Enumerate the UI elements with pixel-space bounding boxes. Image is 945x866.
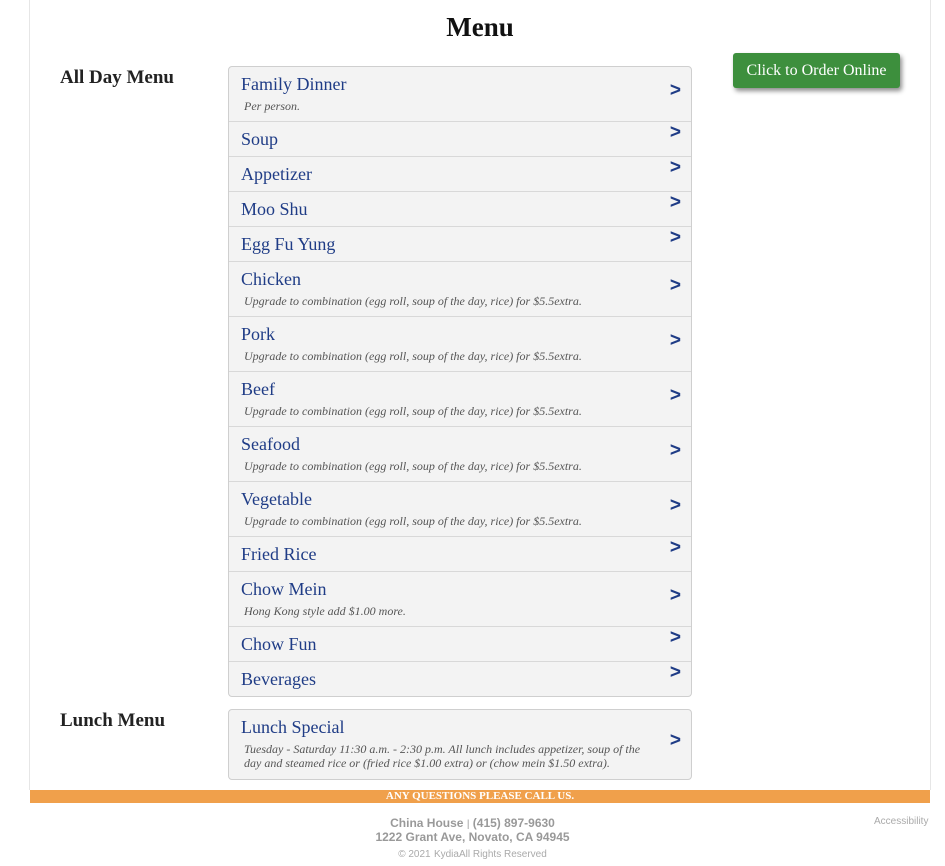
chevron-right-icon: > (669, 122, 681, 143)
menu-item-name: Chow Fun (241, 634, 317, 654)
menu-item-name: Beef (241, 379, 275, 399)
menu-item-description: Upgrade to combination (egg roll, soup of the day, rice) for $5.5extra. (244, 514, 582, 528)
menu-item-beverages[interactable] (229, 662, 691, 696)
order-online-button[interactable]: Click to Order Online (733, 53, 900, 88)
menu-item-moo-shu[interactable] (229, 192, 691, 227)
chevron-right-icon: > (669, 627, 681, 648)
menu-item-fried-rice[interactable] (229, 537, 691, 572)
phone-link[interactable]: (415) 897-9630 (472, 816, 555, 830)
menu-item-appetizer[interactable] (229, 157, 691, 192)
menu-item-seafood[interactable] (229, 427, 691, 482)
section-title-all-day: All Day Menu (60, 67, 174, 88)
page-container (29, 0, 931, 790)
menu-item-name: Moo Shu (241, 199, 308, 219)
menu-item-name: Pork (241, 324, 276, 344)
lunch-menu-list (228, 709, 692, 780)
chevron-right-icon: > (669, 440, 681, 461)
menu-item-beef[interactable] (229, 372, 691, 427)
chevron-right-icon: > (669, 662, 681, 683)
copyright-text: © 2021 (398, 849, 431, 860)
menu-item-pork[interactable] (229, 317, 691, 372)
chevron-right-icon: > (669, 330, 681, 351)
chevron-right-icon: > (669, 192, 681, 213)
menu-item-name: Fried Rice (241, 544, 317, 564)
chevron-right-icon: > (669, 730, 681, 751)
footer-address: 1222 Grant Ave, Novato, CA 94945 (375, 830, 570, 844)
menu-item-name: Lunch Special (241, 717, 345, 737)
chevron-right-icon: > (669, 495, 681, 516)
menu-item-name: Soup (241, 129, 279, 149)
chevron-right-icon: > (669, 537, 681, 558)
all-day-menu-list (228, 66, 692, 697)
menu-item-name: Seafood (241, 434, 300, 454)
chevron-right-icon: > (669, 157, 681, 178)
menu-item-chicken[interactable] (229, 262, 691, 317)
menu-item-vegetable[interactable] (229, 482, 691, 537)
restaurant-name: China House (390, 816, 464, 830)
menu-item-name: Egg Fu Yung (241, 234, 336, 254)
chevron-right-icon: > (669, 80, 681, 101)
rights-text: All Rights Reserved (458, 849, 547, 860)
menu-item-description: Upgrade to combination (egg roll, soup of the day, rice) for $5.5extra. (244, 459, 582, 473)
footer-copyright (0, 846, 945, 860)
menu-item-name: Chow Mein (241, 579, 327, 599)
menu-item-soup[interactable] (229, 122, 691, 157)
menu-item-description: Tuesday - Saturday 11:30 a.m. - 2:30 p.m. All lunch includes appetizer, soup of the day and steamed rice or (fried rice $1.00 extra) or (chow mein $1.50 extra). (244, 742, 641, 770)
call-us-banner: ANY QUESTIONS PLEASE CALL US. (30, 790, 930, 803)
menu-item-lunch-special[interactable] (229, 710, 691, 779)
menu-item-family-dinner[interactable] (229, 67, 691, 122)
menu-item-description: Upgrade to combination (egg roll, soup of the day, rice) for $5.5extra. (244, 294, 582, 308)
menu-item-name: Beverages (241, 669, 316, 689)
chevron-right-icon: > (669, 275, 681, 296)
section-title-lunch: Lunch Menu (60, 710, 166, 731)
menu-item-egg-fu-yung[interactable] (229, 227, 691, 262)
menu-item-description: Upgrade to combination (egg roll, soup of the day, rice) for $5.5extra. (244, 404, 582, 418)
menu-item-description: Per person. (244, 99, 300, 113)
chevron-right-icon: > (669, 585, 681, 606)
chevron-right-icon: > (669, 227, 681, 248)
page-title: Menu (446, 12, 514, 42)
footer-separator: | (466, 819, 470, 830)
kydia-link[interactable]: Kydia (433, 849, 459, 860)
menu-item-name: Vegetable (241, 489, 312, 509)
menu-item-name: Appetizer (241, 164, 312, 184)
chevron-right-icon: > (669, 385, 681, 406)
menu-item-chow-fun[interactable] (229, 627, 691, 662)
menu-item-description: Upgrade to combination (egg roll, soup of the day, rice) for $5.5extra. (244, 349, 582, 363)
accessibility-link[interactable]: Accessibility (874, 816, 929, 827)
menu-item-name: Chicken (241, 269, 301, 289)
footer-contact (0, 816, 945, 830)
menu-item-name: Family Dinner (241, 74, 347, 94)
menu-item-chow-mein[interactable] (229, 572, 691, 627)
menu-item-description: Hong Kong style add $1.00 more. (244, 604, 406, 618)
